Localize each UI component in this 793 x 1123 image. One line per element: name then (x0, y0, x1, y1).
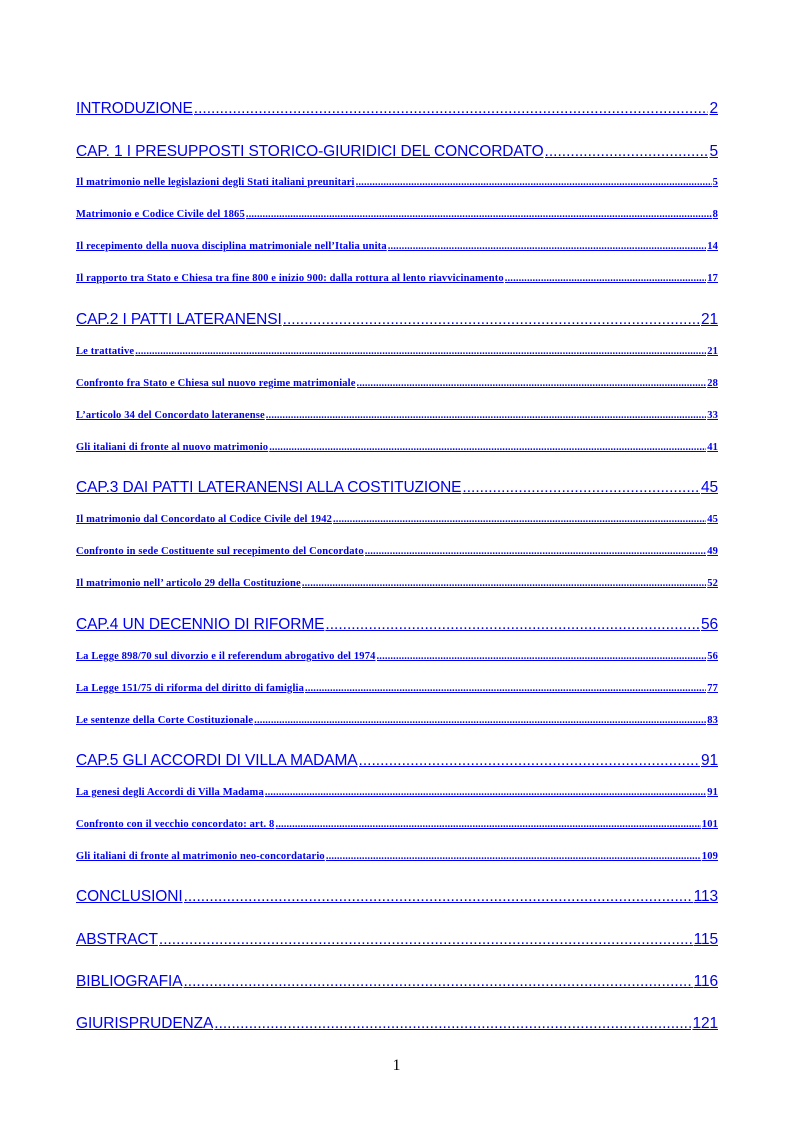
toc-entry-page: 14 (707, 241, 718, 252)
toc-entry-title: Le sentenze della Corte Costituzionale (76, 715, 254, 726)
toc-entry-page: 45 (700, 479, 718, 496)
toc-entry-page: 17 (707, 273, 718, 284)
toc-entry-title: Confronto in sede Costituente sul recepimento del Concordato (76, 546, 364, 557)
toc-entry-section[interactable] (76, 346, 718, 357)
dot-leader (246, 209, 712, 220)
toc-entry-title: Il matrimonio dal Concordato al Codice Civile del 1942 (76, 514, 333, 525)
toc-entry-title: La Legge 151/75 di riforma del diritto di famiglia (76, 683, 304, 694)
toc-entry-page: 109 (701, 851, 718, 862)
toc-entry-page: 91 (707, 787, 718, 798)
toc-entry-conclusioni[interactable] (76, 888, 718, 906)
toc-entry-title: La genesi degli Accordi di Villa Madama (76, 787, 264, 798)
dot-leader (265, 787, 706, 798)
toc-entry-title: Il rapporto tra Stato e Chiesa tra fine 800 e inizio 900: dalla rottura al lento riavvicinamento (76, 273, 504, 284)
dot-leader (333, 514, 706, 525)
toc-entry-title: ABSTRACT (76, 931, 158, 948)
toc-entry-page: 101 (701, 819, 718, 830)
toc-entry-page: 115 (693, 931, 718, 948)
toc-entry-page: 56 (700, 616, 718, 633)
page-number: 1 (392, 1057, 401, 1074)
toc-entry-section[interactable] (76, 715, 718, 726)
toc-entry-title: CONCLUSIONI (76, 888, 183, 905)
dot-leader (254, 715, 706, 726)
toc-entry-title: CAP.3 DAI PATTI LATERANENSI ALLA COSTITUZIONE (76, 479, 462, 496)
toc-entry-page: 83 (707, 715, 718, 726)
toc-entry-title: La Legge 898/70 sul divorzio e il referendum abrogativo del 1974 (76, 651, 376, 662)
toc-entry-title: Il matrimonio nelle legislazioni degli Stati italiani preunitari (76, 177, 355, 188)
dot-leader (462, 479, 700, 497)
toc-entry-page: 5 (712, 177, 718, 188)
dot-leader (183, 973, 692, 991)
toc-entry-chapter-3[interactable] (76, 479, 718, 497)
toc-entry-abstract[interactable] (76, 931, 718, 949)
toc-entry-page: 45 (707, 514, 718, 525)
dot-leader (359, 752, 700, 770)
dot-leader (283, 311, 700, 329)
dot-leader (194, 100, 709, 118)
toc-entry-section[interactable] (76, 683, 718, 694)
toc-entry-page: 21 (700, 311, 718, 328)
toc-entry-chapter-2[interactable] (76, 311, 718, 329)
dot-leader (545, 143, 709, 161)
toc-entry-section[interactable] (76, 410, 718, 421)
toc-entry-title: Gli italiani di fronte al matrimonio neo-concordatario (76, 851, 325, 862)
toc-entry-page: 41 (707, 442, 718, 453)
toc-entry-page: 56 (707, 651, 718, 662)
dot-leader (184, 888, 693, 906)
toc-entry-title: CAP.5 GLI ACCORDI DI VILLA MADAMA (76, 752, 358, 769)
toc-entry-section[interactable] (76, 442, 718, 453)
toc-entry-section[interactable] (76, 378, 718, 389)
toc-entry-section[interactable] (76, 209, 718, 220)
toc-entry-section[interactable] (76, 578, 718, 589)
toc-entry-page: 113 (693, 888, 718, 905)
toc-entry-page: 116 (693, 973, 718, 990)
dot-leader (325, 616, 700, 634)
toc-entry-section[interactable] (76, 651, 718, 662)
dot-leader (356, 177, 712, 188)
dot-leader (326, 851, 701, 862)
toc-entry-page: 77 (707, 683, 718, 694)
toc-entry-page: 33 (707, 410, 718, 421)
dot-leader (505, 273, 706, 284)
toc-entry-title: GIURISPRUDENZA (76, 1015, 214, 1032)
dot-leader (388, 241, 706, 252)
toc-entry-page: 28 (707, 378, 718, 389)
toc-entry-page: 21 (707, 346, 718, 357)
toc-entry-section[interactable] (76, 546, 718, 557)
dot-leader (275, 819, 700, 830)
toc-entry-chapter-1[interactable] (76, 143, 718, 161)
toc-entry-title: Il matrimonio nell’ articolo 29 della Costituzione (76, 578, 301, 589)
toc-entry-title: Il recepimento della nuova disciplina matrimoniale nell’Italia unita (76, 241, 387, 252)
toc-entry-section[interactable] (76, 514, 718, 525)
dot-leader (302, 578, 706, 589)
toc-entry-title: BIBLIOGRAFIA (76, 973, 183, 990)
dot-leader (365, 546, 706, 557)
toc-entry-page: 49 (707, 546, 718, 557)
toc-entry-title: INTRODUZIONE (76, 100, 193, 117)
toc-entry-section[interactable] (76, 819, 718, 830)
toc-entry-section[interactable] (76, 787, 718, 798)
toc-entry-section[interactable] (76, 851, 718, 862)
toc-entry-bibliografia[interactable] (76, 973, 718, 991)
toc-entry-title: Le trattative (76, 346, 135, 357)
dot-leader (135, 346, 706, 357)
toc-entry-page: 121 (692, 1015, 718, 1032)
toc-entry-page: 2 (709, 100, 718, 117)
toc-entry-page: 91 (700, 752, 718, 769)
dot-leader (159, 931, 693, 949)
toc-entry-title: CAP.4 UN DECENNIO DI RIFORME (76, 616, 325, 633)
dot-leader (305, 683, 706, 694)
toc-entry-section[interactable] (76, 177, 718, 188)
toc-entry-chapter-5[interactable] (76, 752, 718, 770)
toc-entry-section[interactable] (76, 273, 718, 284)
toc-entry-giurisprudenza[interactable] (76, 1015, 718, 1033)
toc-entry-title: Matrimonio e Codice Civile del 1865 (76, 209, 245, 220)
dot-leader (269, 442, 706, 453)
toc-entry-title: Confronto fra Stato e Chiesa sul nuovo regime matrimoniale (76, 378, 356, 389)
toc-entry-title: CAP. 1 I PRESUPPOSTI STORICO-GIURIDICI DEL CONCORDATO (76, 143, 544, 160)
dot-leader (266, 410, 706, 421)
toc-entry-introduzione[interactable] (76, 100, 718, 118)
toc-entry-page: 8 (712, 209, 718, 220)
toc-entry-title: L’articolo 34 del Concordato lateranense (76, 410, 265, 421)
dot-leader (377, 651, 707, 662)
toc-entry-title: CAP.2 I PATTI LATERANENSI (76, 311, 282, 328)
dot-leader (214, 1015, 691, 1033)
toc-entry-title: Confronto con il vecchio concordato: art. 8 (76, 819, 275, 830)
toc-entry-page: 5 (709, 143, 718, 160)
toc-entry-title: Gli italiani di fronte al nuovo matrimonio (76, 442, 269, 453)
dot-leader (357, 378, 707, 389)
toc-entry-section[interactable] (76, 241, 718, 252)
toc-entry-page: 52 (707, 578, 718, 589)
toc-entry-chapter-4[interactable] (76, 616, 718, 634)
